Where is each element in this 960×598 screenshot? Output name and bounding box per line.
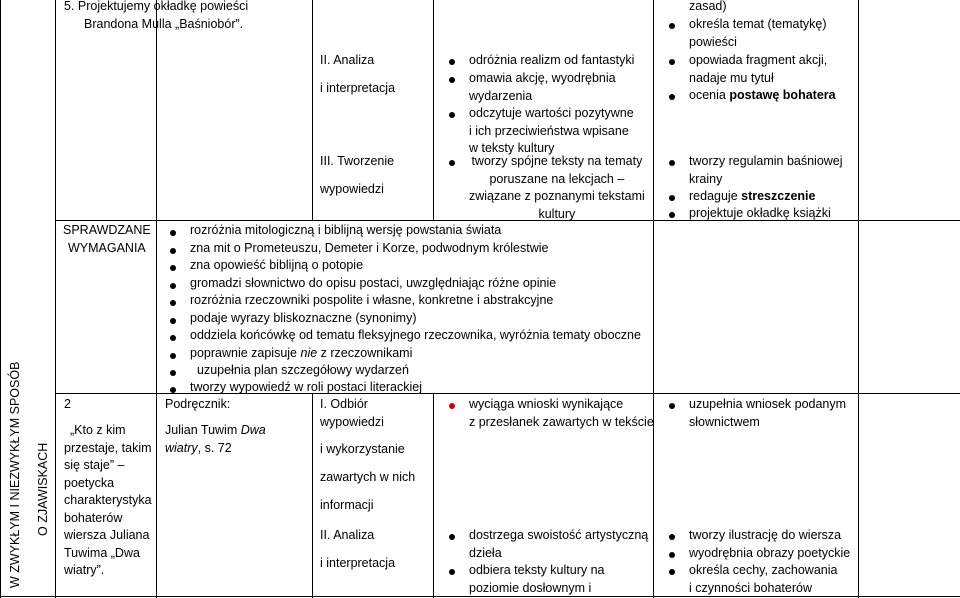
- col-divider-1: [55, 0, 56, 598]
- analysis2-item-1: dostrzega swoistość artystyczną dzieła: [469, 528, 649, 560]
- reception-line-5: informacji: [320, 498, 374, 512]
- border-left: [0, 0, 1, 598]
- side-label-1: W ZWYKŁYM I NIEZWYKŁYM SPOSÓB: [8, 361, 22, 588]
- creation-subtitle: wypowiedzi: [320, 182, 384, 196]
- bullet-icon: [170, 370, 176, 376]
- requirement-item: rozróżnia rzeczowniki pospolite i własne, konkretne i abstrakcyjne: [190, 293, 554, 307]
- col-divider-2: [156, 0, 157, 598]
- creation-item-1: tworzy spójne teksty na tematy poruszane na lekcjach – związane z poznanymi tekstami kultury: [469, 154, 645, 221]
- textbook-reference: Julian Tuwim Dwa wiatry, s. 72: [165, 423, 266, 455]
- reception-line-4: zawartych w nich: [320, 470, 416, 484]
- bullet-icon: [669, 160, 675, 166]
- bullet-icon: [170, 387, 176, 393]
- lesson-2-title: „Kto z kim przestaje, takim się staje” – poetycka charakterystyka bohaterów wiersza Juliana Tuwima „Dwa wiatry”.: [64, 423, 152, 577]
- lesson-5-title: 5. Projektujemy okładkę powieści Brandona Mulla „Baśniobór”.: [64, 0, 249, 31]
- bullet-icon: [170, 248, 176, 254]
- bullet-icon: [170, 335, 176, 341]
- requirement-item: uzupełnia plan szczegółowy wydarzeń: [197, 363, 409, 377]
- analysis2-subtitle: i interpretacja: [320, 556, 396, 570]
- reception-line-3: i wykorzystanie: [320, 442, 405, 456]
- bullet-icon: [669, 94, 675, 100]
- right2-b-item-2: wyodrębnia obrazy poetyckie: [689, 546, 851, 560]
- col-divider-3: [312, 0, 313, 220]
- bullet-icon: [449, 160, 455, 166]
- bullet-icon: [449, 534, 455, 540]
- requirement-item: rozróżnia mitologiczną i biblijną wersję powstania świata: [190, 223, 502, 237]
- bullet-icon: [669, 403, 675, 409]
- bullet-icon: [170, 230, 176, 236]
- col-divider-4b: [433, 393, 434, 598]
- side-label-2: O ZJAWISKACH: [36, 442, 50, 536]
- analysis2-title: II. Analiza: [320, 528, 375, 542]
- right2-a-item-1: uzupełnia wniosek podanym słownictwem: [689, 397, 847, 429]
- bullet-icon: [170, 353, 176, 359]
- analysis-item-3: odczytuje wartości pozytywne i ich przeciwieństwa wpisane w teksty kultury: [469, 106, 634, 155]
- bullet-icon: [170, 283, 176, 289]
- col-divider-6: [858, 0, 859, 598]
- right-b-item-1: tworzy regulamin baśniowej krainy: [689, 154, 843, 186]
- bullet-icon: [669, 59, 675, 65]
- bullet-icon: [170, 265, 176, 271]
- col-divider-5: [653, 0, 654, 598]
- bullet-icon: [449, 77, 455, 83]
- right2-b-item-3: określa cechy, zachowania i czynności bohaterów: [689, 563, 838, 595]
- requirement-item: poprawnie zapisuje nie z rzeczownikami: [190, 346, 413, 360]
- requirement-item: podaje wyrazy bliskoznaczne (synonimy): [190, 311, 417, 325]
- bullet-icon: [669, 23, 675, 29]
- bullet-icon: [669, 534, 675, 540]
- requirement-item: zna mit o Prometeuszu, Demeter i Korze, podwodnym królestwie: [190, 241, 549, 255]
- analysis-item-2: omawia akcję, wyodrębnia wydarzenia: [469, 71, 616, 103]
- bullet-icon: [669, 195, 675, 201]
- right-a-item-1: określa temat (tematykę) powieści: [689, 17, 827, 49]
- bullet-icon: [449, 59, 455, 65]
- bullet-icon: [449, 403, 455, 409]
- right2-b-item-1: tworzy ilustrację do wiersza: [689, 528, 842, 542]
- bullet-icon: [669, 552, 675, 558]
- requirement-item: tworzy wypowiedź w roli postaci literackiej: [190, 380, 423, 394]
- bullet-icon: [449, 112, 455, 118]
- bullet-icon: [449, 569, 455, 575]
- analysis-item-1: odróżnia realizm od fantastyki: [469, 53, 635, 67]
- textbook-label: Podręcznik:: [165, 397, 231, 411]
- requirement-item: gromadzi słownictwo do opisu postaci, uwzględniając różne opinie: [190, 276, 557, 290]
- reception-item-1: wyciąga wnioski wynikające z przesłanek zawartych w tekście: [469, 397, 654, 429]
- reception-title: I. Odbiór wypowiedzi: [320, 397, 384, 429]
- bullet-icon: [669, 212, 675, 218]
- right-a-item-2: opowiada fragment akcji, nadaje mu tytuł: [689, 53, 828, 85]
- col-divider-3b: [312, 393, 313, 598]
- analysis2-item-2: odbiera teksty kultury na poziomie dosłownym i: [469, 563, 605, 595]
- right-continuation: zasad): [689, 0, 727, 13]
- right-b-item-3: projektuje okładkę książki: [689, 206, 831, 220]
- right-b-item-2: redaguje streszczenie: [689, 189, 816, 203]
- creation-title: III. Tworzenie: [320, 154, 395, 168]
- analysis-subtitle: i interpretacja: [320, 81, 396, 95]
- bullet-icon: [669, 569, 675, 575]
- right-a-item-3: ocenia postawę bohatera: [689, 88, 836, 102]
- requirement-item: zna opowieść biblijną o potopie: [190, 258, 364, 272]
- analysis-title: II. Analiza: [320, 53, 375, 67]
- requirements-label: SPRAWDZANE WYMAGANIA: [63, 223, 151, 255]
- bullet-icon: [170, 300, 176, 306]
- lesson-number: 2: [64, 397, 71, 411]
- requirement-item: oddziela końcówkę od tematu fleksyjnego rzeczownika, wyróżnia tematy oboczne: [190, 328, 641, 342]
- col-divider-4: [433, 0, 434, 220]
- bullet-icon: [170, 318, 176, 324]
